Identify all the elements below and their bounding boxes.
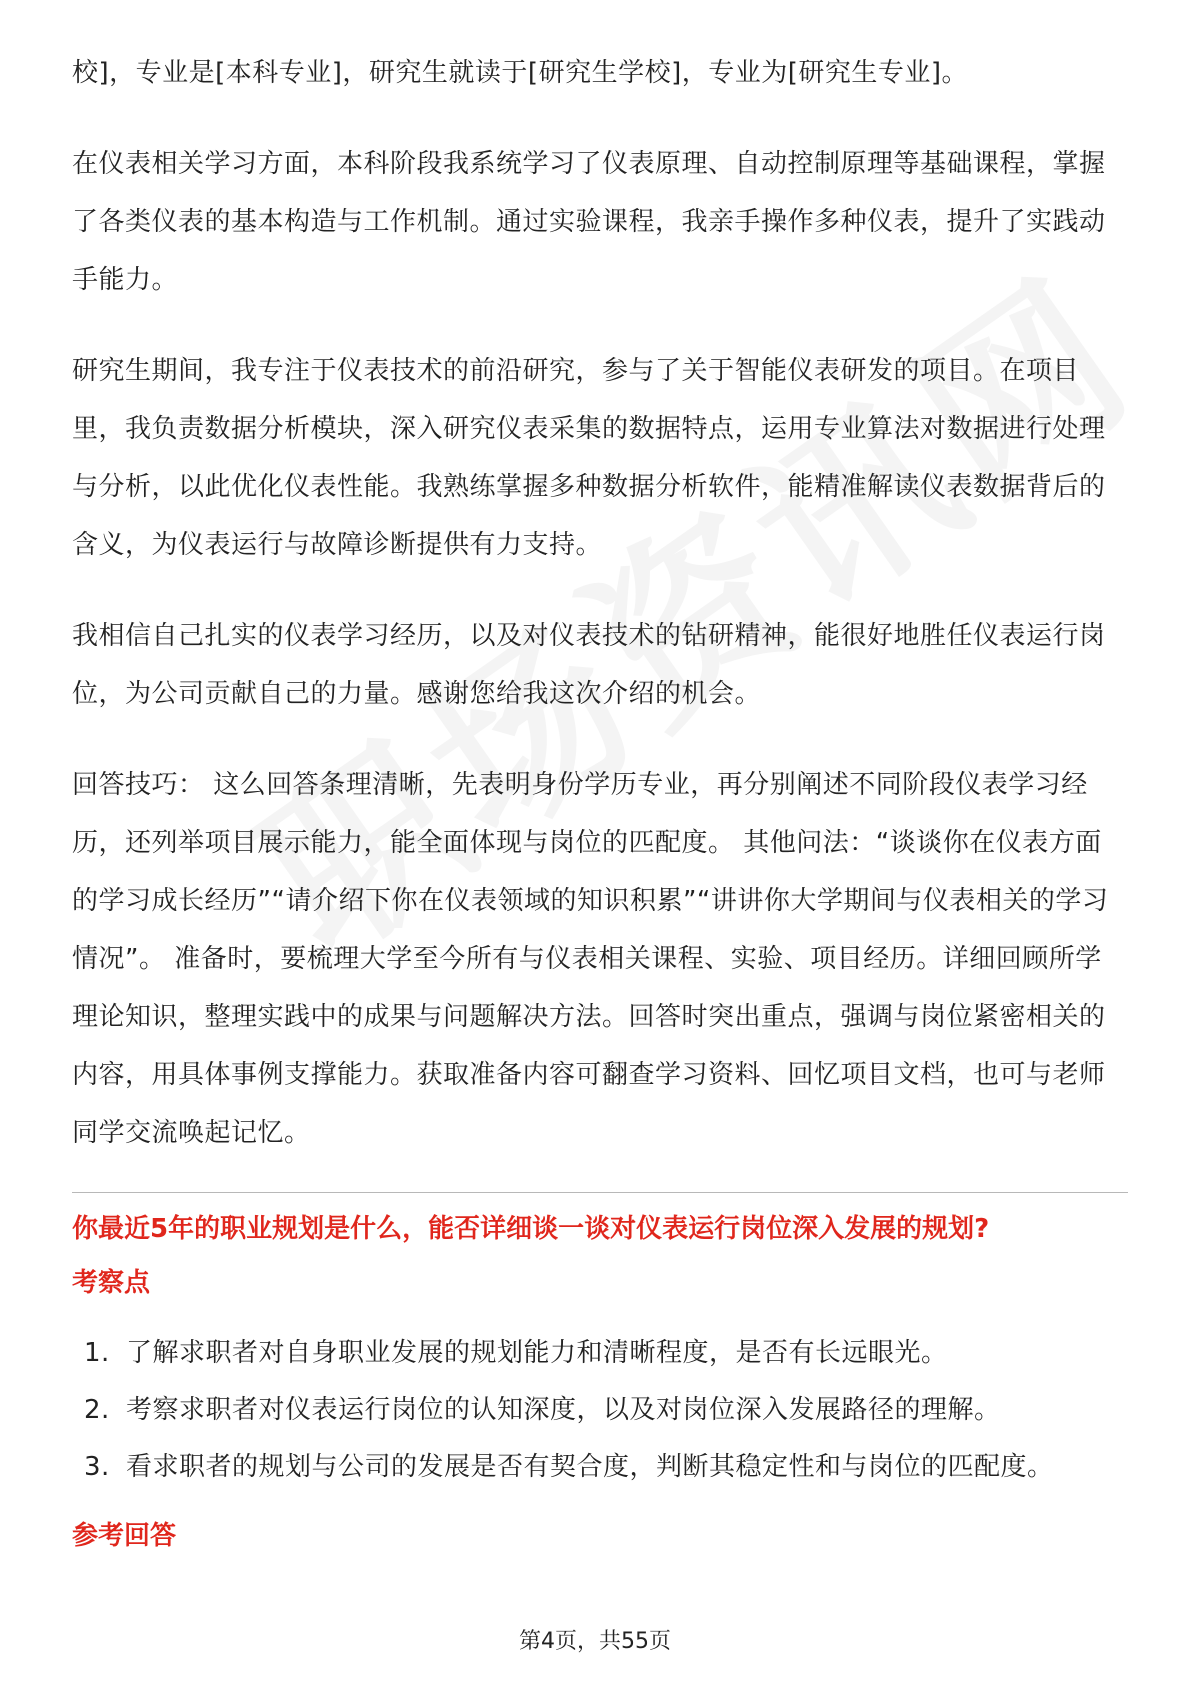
list-item-text: 考察求职者对仪表运行岗位的认知深度，以及对岗位深入发展路径的理解。	[126, 1395, 1001, 1425]
answer-heading: 参考回答	[72, 1521, 177, 1551]
section-divider	[72, 1192, 1128, 1193]
paragraph-3: 研究生期间，我专注于仪表技术的前沿研究，参与了关于智能仪表研发的项目。在项目里，我负责数据分析模块，深入研究仪表采集的数据特点，运用专业算法对数据进行处理与分析，以此优化仪表性能。我熟练掌握多种数据分析软件，能精准解读仪表数据背后的含义，为仪表运行与故障诊断提供有力支持。	[72, 356, 1106, 560]
question-title: 你最近5年的职业规划是什么，能否详细谈一谈对仪表运行岗位深入发展的规划?	[72, 1214, 990, 1244]
paragraph-1: 校]，专业是[本科专业]，研究生就读于[研究生学校]，专业为[研究生专业]。	[72, 58, 969, 88]
focus-heading: 考察点	[72, 1268, 151, 1298]
list-item-number: 3.	[84, 1452, 110, 1482]
document-body	[72, 44, 1128, 1556]
list-item-text: 看求职者的规划与公司的发展是否有契合度，判断其稳定性和与岗位的匹配度。	[126, 1452, 1054, 1482]
paragraph-4: 我相信自己扎实的仪表学习经历，以及对仪表技术的钻研精神，能很好地胜任仪表运行岗位，为公司贡献自己的力量。感谢您给我这次介绍的机会。	[72, 621, 1106, 709]
paragraph-2: 在仪表相关学习方面，本科阶段我系统学习了仪表原理、自动控制原理等基础课程，掌握了各类仪表的基本构造与工作机制。通过实验课程，我亲手操作多种仪表，提升了实践动手能力。	[72, 149, 1106, 295]
list-item	[72, 1439, 1128, 1496]
focus-points-list	[72, 1325, 1128, 1496]
list-item-number: 1.	[84, 1338, 110, 1368]
answer-tips-paragraph: 回答技巧： 这么回答条理清晰，先表明身份学历专业，再分别阐述不同阶段仪表学习经历，还列举项目展示能力，能全面体现与岗位的匹配度。 其他问法：“谈谈你在仪表方面的学习成长经历”“请介绍下你在仪表领域的知识积累”“讲讲你大学期间与仪表相关的学习情况”。 准备时，要梳理大学至今所有与仪表相关课程、实验、项目经历。详细回顾所学理论知识，整理实践中的成果与问题解决方法。回答时突出重点，强调与岗位紧密相关的内容，用具体事例支撑能力。获取准备内容可翻查学习资料、回忆项目文档，也可与老师同学交流唤起记忆。	[72, 770, 1109, 1148]
list-item	[72, 1325, 1128, 1382]
list-item-number: 2.	[84, 1395, 110, 1425]
page-number: 第4页，共55页	[519, 1629, 671, 1654]
list-item	[72, 1382, 1128, 1439]
list-item-text: 了解求职者对自身职业发展的规划能力和清晰程度，是否有长远眼光。	[126, 1338, 948, 1368]
